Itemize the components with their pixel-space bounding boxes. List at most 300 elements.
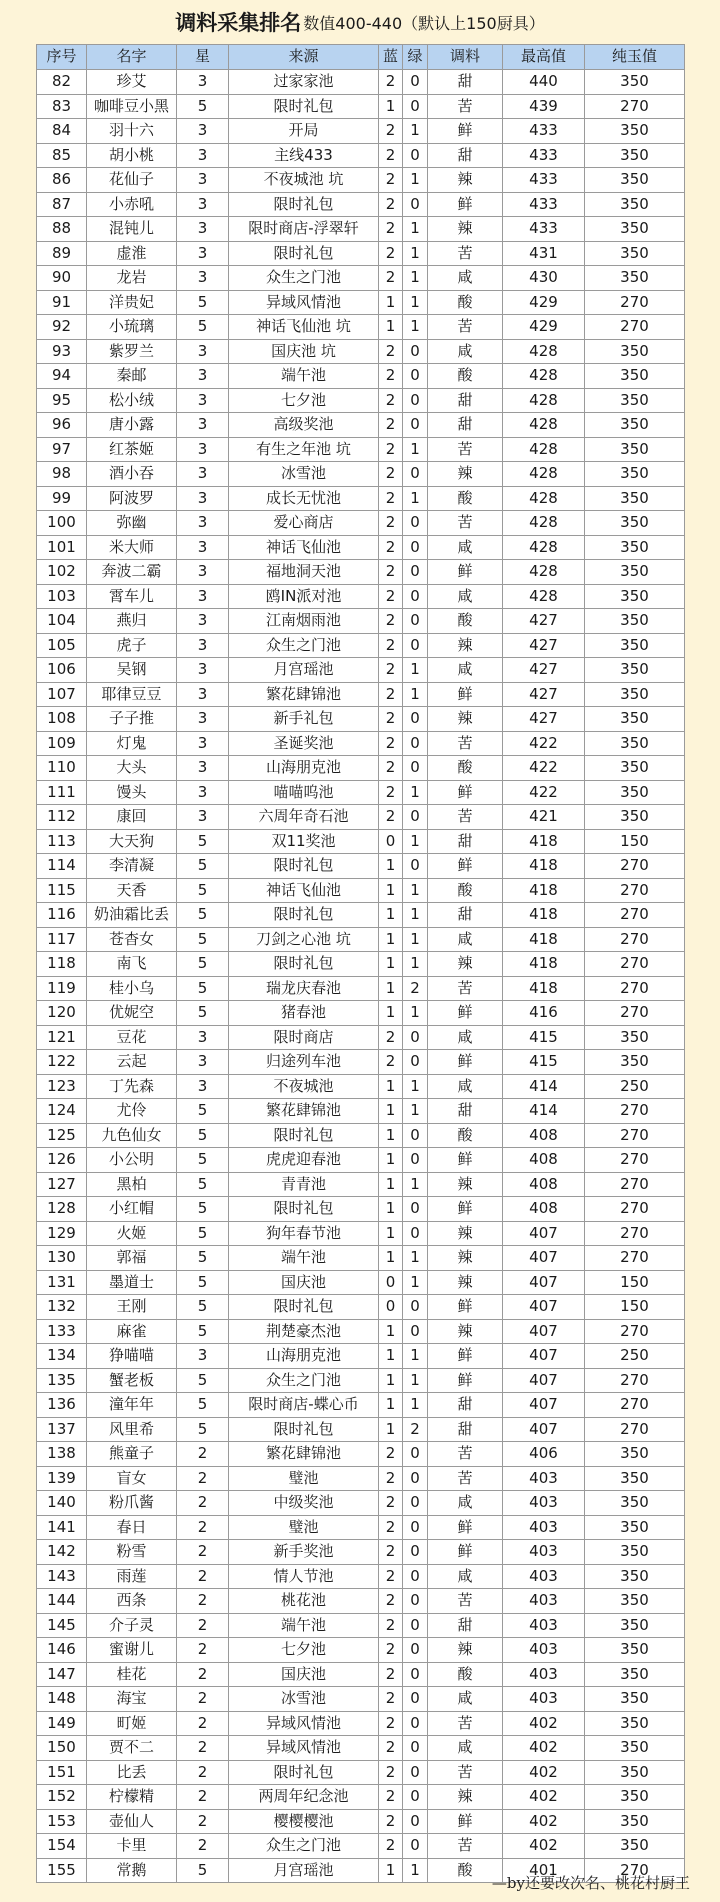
cell-blue: 2 (379, 364, 403, 389)
table-row (37, 952, 685, 977)
cell-name: 蜜谢儿 (87, 1638, 177, 1663)
cell-index: 155 (37, 1858, 87, 1883)
table-row (37, 1197, 685, 1222)
cell-max: 421 (503, 805, 585, 830)
cell-jade: 350 (585, 658, 685, 683)
cell-star: 3 (177, 1025, 229, 1050)
table-row (37, 658, 685, 683)
cell-seasoning: 鲜 (428, 1540, 503, 1565)
cell-green: 1 (403, 315, 428, 340)
cell-seasoning: 甜 (428, 70, 503, 95)
table-row (37, 290, 685, 315)
cell-max: 418 (503, 903, 585, 928)
cell-source: 国庆池 (229, 1662, 379, 1687)
cell-max: 401 (503, 1858, 585, 1883)
table-row (37, 94, 685, 119)
cell-name: 九色仙女 (87, 1123, 177, 1148)
cell-green: 0 (403, 1638, 428, 1663)
cell-green: 0 (403, 1491, 428, 1516)
cell-star: 3 (177, 511, 229, 536)
cell-index: 152 (37, 1785, 87, 1810)
cell-blue: 1 (379, 1123, 403, 1148)
cell-jade: 350 (585, 584, 685, 609)
table-row (37, 486, 685, 511)
table-row (37, 731, 685, 756)
cell-blue: 2 (379, 805, 403, 830)
cell-seasoning: 甜 (428, 388, 503, 413)
cell-blue: 1 (379, 1858, 403, 1883)
cell-green: 0 (403, 1050, 428, 1075)
cell-max: 403 (503, 1638, 585, 1663)
cell-green: 1 (403, 682, 428, 707)
table-row (37, 462, 685, 487)
cell-name: 柠檬精 (87, 1785, 177, 1810)
cell-seasoning: 苦 (428, 1589, 503, 1614)
cell-seasoning: 咸 (428, 658, 503, 683)
cell-jade: 250 (585, 1074, 685, 1099)
cell-blue: 2 (379, 217, 403, 242)
cell-source: 开局 (229, 119, 379, 144)
header-col-jade: 纯玉值 (585, 45, 685, 70)
cell-max: 428 (503, 535, 585, 560)
cell-seasoning: 苦 (428, 315, 503, 340)
cell-seasoning: 甜 (428, 903, 503, 928)
cell-index: 147 (37, 1662, 87, 1687)
cell-source: 璧池 (229, 1466, 379, 1491)
cell-max: 428 (503, 388, 585, 413)
cell-blue: 1 (379, 1393, 403, 1418)
cell-blue: 0 (379, 829, 403, 854)
cell-green: 0 (403, 731, 428, 756)
table-row (37, 609, 685, 634)
cell-jade: 350 (585, 780, 685, 805)
cell-index: 105 (37, 633, 87, 658)
cell-green: 0 (403, 633, 428, 658)
cell-blue: 2 (379, 339, 403, 364)
cell-blue: 2 (379, 756, 403, 781)
cell-star: 2 (177, 1491, 229, 1516)
cell-star: 3 (177, 119, 229, 144)
cell-max: 415 (503, 1025, 585, 1050)
table-row (37, 217, 685, 242)
cell-name: 紫罗兰 (87, 339, 177, 364)
cell-source: 限时礼包 (229, 1417, 379, 1442)
cell-green: 0 (403, 413, 428, 438)
cell-max: 428 (503, 511, 585, 536)
cell-max: 440 (503, 70, 585, 95)
cell-jade: 150 (585, 829, 685, 854)
cell-blue: 2 (379, 486, 403, 511)
cell-blue: 2 (379, 1785, 403, 1810)
cell-seasoning: 咸 (428, 1074, 503, 1099)
cell-seasoning: 鲜 (428, 1515, 503, 1540)
cell-seasoning: 咸 (428, 584, 503, 609)
cell-seasoning: 酸 (428, 364, 503, 389)
cell-name: 米大师 (87, 535, 177, 560)
cell-name: 粉雪 (87, 1540, 177, 1565)
cell-max: 407 (503, 1319, 585, 1344)
cell-jade: 350 (585, 1564, 685, 1589)
table-row (37, 878, 685, 903)
cell-index: 117 (37, 927, 87, 952)
cell-name: 阿波罗 (87, 486, 177, 511)
cell-jade: 350 (585, 413, 685, 438)
cell-jade: 350 (585, 1662, 685, 1687)
cell-index: 101 (37, 535, 87, 560)
cell-seasoning: 酸 (428, 486, 503, 511)
cell-max: 418 (503, 878, 585, 903)
cell-star: 2 (177, 1589, 229, 1614)
cell-index: 115 (37, 878, 87, 903)
cell-jade: 270 (585, 1221, 685, 1246)
cell-name: 红茶姬 (87, 437, 177, 462)
cell-blue: 1 (379, 1099, 403, 1124)
cell-max: 433 (503, 192, 585, 217)
cell-name: 盲女 (87, 1466, 177, 1491)
cell-name: 康回 (87, 805, 177, 830)
cell-jade: 270 (585, 1099, 685, 1124)
cell-max: 428 (503, 437, 585, 462)
cell-jade: 350 (585, 682, 685, 707)
cell-max: 403 (503, 1540, 585, 1565)
cell-source: 成长无忧池 (229, 486, 379, 511)
cell-name: 蟹老板 (87, 1368, 177, 1393)
cell-index: 96 (37, 413, 87, 438)
cell-seasoning: 酸 (428, 1858, 503, 1883)
cell-star: 3 (177, 780, 229, 805)
cell-name: 火姬 (87, 1221, 177, 1246)
cell-seasoning: 苦 (428, 731, 503, 756)
cell-max: 408 (503, 1148, 585, 1173)
cell-green: 0 (403, 388, 428, 413)
cell-name: 介子灵 (87, 1613, 177, 1638)
cell-name: 燕归 (87, 609, 177, 634)
table-row (37, 168, 685, 193)
cell-jade: 150 (585, 1270, 685, 1295)
cell-seasoning: 苦 (428, 511, 503, 536)
cell-seasoning: 辣 (428, 1319, 503, 1344)
cell-max: 407 (503, 1417, 585, 1442)
table-row (37, 1148, 685, 1173)
cell-green: 1 (403, 1172, 428, 1197)
cell-seasoning: 苦 (428, 241, 503, 266)
cell-index: 146 (37, 1638, 87, 1663)
cell-max: 418 (503, 854, 585, 879)
cell-name: 潼年年 (87, 1393, 177, 1418)
cell-jade: 350 (585, 266, 685, 291)
cell-max: 402 (503, 1834, 585, 1859)
table-row (37, 1368, 685, 1393)
cell-seasoning: 辣 (428, 1638, 503, 1663)
cell-green: 0 (403, 94, 428, 119)
cell-max: 422 (503, 780, 585, 805)
table-row (37, 388, 685, 413)
cell-green: 1 (403, 486, 428, 511)
cell-blue: 2 (379, 143, 403, 168)
cell-name: 丁先森 (87, 1074, 177, 1099)
cell-jade: 350 (585, 511, 685, 536)
cell-source: 繁花肆锦池 (229, 1099, 379, 1124)
cell-name: 虚淮 (87, 241, 177, 266)
cell-blue: 1 (379, 952, 403, 977)
table-row (37, 70, 685, 95)
table-row (37, 1295, 685, 1320)
cell-name: 天香 (87, 878, 177, 903)
cell-source: 七夕池 (229, 388, 379, 413)
cell-jade: 270 (585, 1148, 685, 1173)
cell-green: 1 (403, 1270, 428, 1295)
cell-index: 83 (37, 94, 87, 119)
cell-jade: 350 (585, 119, 685, 144)
cell-index: 88 (37, 217, 87, 242)
table-row (37, 1466, 685, 1491)
cell-blue: 2 (379, 780, 403, 805)
table-row (37, 1246, 685, 1271)
table-row (37, 1491, 685, 1516)
cell-name: 黑柏 (87, 1172, 177, 1197)
cell-blue: 1 (379, 290, 403, 315)
table-row (37, 1050, 685, 1075)
cell-name: 混钝儿 (87, 217, 177, 242)
cell-index: 123 (37, 1074, 87, 1099)
cell-star: 5 (177, 1148, 229, 1173)
table-row (37, 1760, 685, 1785)
cell-name: 唐小露 (87, 413, 177, 438)
cell-seasoning: 酸 (428, 878, 503, 903)
cell-index: 92 (37, 315, 87, 340)
cell-source: 璧池 (229, 1515, 379, 1540)
cell-index: 91 (37, 290, 87, 315)
cell-green: 1 (403, 266, 428, 291)
cell-index: 82 (37, 70, 87, 95)
cell-max: 414 (503, 1099, 585, 1124)
cell-blue: 1 (379, 1001, 403, 1026)
cell-jade: 350 (585, 486, 685, 511)
cell-green: 1 (403, 1099, 428, 1124)
cell-seasoning: 鲜 (428, 682, 503, 707)
author-credit: —by还要改次名、桃花村厨王 (491, 1874, 690, 1892)
cell-seasoning: 鲜 (428, 1001, 503, 1026)
cell-source: 繁花肆锦池 (229, 682, 379, 707)
cell-seasoning: 咸 (428, 1564, 503, 1589)
cell-index: 131 (37, 1270, 87, 1295)
cell-blue: 2 (379, 266, 403, 291)
cell-green: 0 (403, 70, 428, 95)
cell-green: 1 (403, 780, 428, 805)
cell-index: 134 (37, 1344, 87, 1369)
ranking-table (36, 44, 685, 1883)
cell-seasoning: 苦 (428, 805, 503, 830)
cell-name: 弥幽 (87, 511, 177, 536)
cell-source: 异域风情池 (229, 1711, 379, 1736)
cell-jade: 350 (585, 462, 685, 487)
cell-star: 5 (177, 315, 229, 340)
cell-seasoning: 鲜 (428, 1368, 503, 1393)
cell-green: 0 (403, 1711, 428, 1736)
cell-seasoning: 酸 (428, 1123, 503, 1148)
cell-green: 0 (403, 854, 428, 879)
cell-green: 1 (403, 927, 428, 952)
cell-star: 5 (177, 1858, 229, 1883)
cell-index: 153 (37, 1809, 87, 1834)
cell-blue: 1 (379, 1148, 403, 1173)
table-row (37, 560, 685, 585)
cell-green: 1 (403, 1858, 428, 1883)
table-row (37, 1564, 685, 1589)
cell-green: 1 (403, 168, 428, 193)
cell-blue: 1 (379, 878, 403, 903)
cell-jade: 270 (585, 1197, 685, 1222)
cell-jade: 350 (585, 1809, 685, 1834)
cell-blue: 2 (379, 1564, 403, 1589)
cell-index: 109 (37, 731, 87, 756)
cell-source: 限时礼包 (229, 854, 379, 879)
cell-max: 406 (503, 1442, 585, 1467)
cell-blue: 2 (379, 682, 403, 707)
cell-source: 喵喵呜池 (229, 780, 379, 805)
cell-index: 119 (37, 976, 87, 1001)
cell-green: 0 (403, 1442, 428, 1467)
cell-max: 414 (503, 1074, 585, 1099)
table-row (37, 1221, 685, 1246)
cell-star: 3 (177, 266, 229, 291)
cell-star: 2 (177, 1834, 229, 1859)
cell-star: 3 (177, 805, 229, 830)
cell-jade: 350 (585, 1050, 685, 1075)
table-row (37, 1687, 685, 1712)
cell-name: 花仙子 (87, 168, 177, 193)
cell-name: 灯鬼 (87, 731, 177, 756)
cell-seasoning: 苦 (428, 1442, 503, 1467)
cell-star: 2 (177, 1785, 229, 1810)
cell-source: 繁花肆锦池 (229, 1442, 379, 1467)
cell-jade: 270 (585, 1319, 685, 1344)
cell-index: 149 (37, 1711, 87, 1736)
cell-name: 优妮空 (87, 1001, 177, 1026)
cell-source: 国庆池 (229, 1270, 379, 1295)
cell-blue: 2 (379, 119, 403, 144)
cell-star: 5 (177, 1172, 229, 1197)
table-row (37, 1613, 685, 1638)
cell-index: 85 (37, 143, 87, 168)
cell-max: 407 (503, 1368, 585, 1393)
cell-source: 众生之门池 (229, 266, 379, 291)
cell-name: 咖啡豆小黑 (87, 94, 177, 119)
cell-blue: 2 (379, 1050, 403, 1075)
cell-name: 龙岩 (87, 266, 177, 291)
cell-name: 南飞 (87, 952, 177, 977)
cell-star: 3 (177, 1344, 229, 1369)
cell-blue: 2 (379, 1491, 403, 1516)
cell-seasoning: 苦 (428, 1760, 503, 1785)
cell-blue: 1 (379, 1344, 403, 1369)
cell-index: 137 (37, 1417, 87, 1442)
cell-max: 429 (503, 315, 585, 340)
cell-green: 0 (403, 143, 428, 168)
cell-green: 0 (403, 1197, 428, 1222)
cell-jade: 350 (585, 1025, 685, 1050)
cell-blue: 1 (379, 1368, 403, 1393)
cell-star: 2 (177, 1809, 229, 1834)
cell-name: 小赤吼 (87, 192, 177, 217)
table-row (37, 682, 685, 707)
table-row (37, 976, 685, 1001)
header-col-source: 来源 (229, 45, 379, 70)
cell-max: 408 (503, 1123, 585, 1148)
table-row (37, 927, 685, 952)
table-row (37, 584, 685, 609)
table-row (37, 1736, 685, 1761)
cell-seasoning: 辣 (428, 952, 503, 977)
table-row (37, 1123, 685, 1148)
cell-source: 新手奖池 (229, 1540, 379, 1565)
cell-max: 418 (503, 952, 585, 977)
cell-star: 5 (177, 1393, 229, 1418)
cell-star: 5 (177, 1099, 229, 1124)
table-row (37, 364, 685, 389)
cell-source: 爱心商店 (229, 511, 379, 536)
cell-green: 1 (403, 437, 428, 462)
cell-green: 2 (403, 976, 428, 1001)
cell-index: 98 (37, 462, 87, 487)
cell-source: 荆楚豪杰池 (229, 1319, 379, 1344)
cell-blue: 2 (379, 1711, 403, 1736)
cell-blue: 0 (379, 1270, 403, 1295)
cell-jade: 270 (585, 976, 685, 1001)
cell-source: 六周年奇石池 (229, 805, 379, 830)
cell-seasoning: 辣 (428, 633, 503, 658)
table-row (37, 241, 685, 266)
cell-source: 鸥IN派对池 (229, 584, 379, 609)
cell-source: 山海朋克池 (229, 1344, 379, 1369)
cell-seasoning: 鲜 (428, 1809, 503, 1834)
cell-star: 5 (177, 854, 229, 879)
cell-index: 125 (37, 1123, 87, 1148)
cell-green: 0 (403, 1564, 428, 1589)
cell-jade: 350 (585, 168, 685, 193)
table-row (37, 339, 685, 364)
table-row (37, 1319, 685, 1344)
cell-blue: 1 (379, 854, 403, 879)
cell-source: 七夕池 (229, 1638, 379, 1663)
cell-name: 海宝 (87, 1687, 177, 1712)
cell-blue: 2 (379, 560, 403, 585)
cell-source: 不夜城池 (229, 1074, 379, 1099)
cell-seasoning: 鲜 (428, 1148, 503, 1173)
table-row (37, 780, 685, 805)
cell-blue: 1 (379, 927, 403, 952)
cell-jade: 350 (585, 633, 685, 658)
cell-index: 141 (37, 1515, 87, 1540)
cell-star: 3 (177, 364, 229, 389)
cell-seasoning: 辣 (428, 168, 503, 193)
cell-seasoning: 苦 (428, 1834, 503, 1859)
cell-jade: 350 (585, 1785, 685, 1810)
cell-seasoning: 苦 (428, 976, 503, 1001)
cell-green: 0 (403, 584, 428, 609)
cell-green: 0 (403, 707, 428, 732)
cell-green: 0 (403, 609, 428, 634)
cell-green: 0 (403, 1760, 428, 1785)
cell-blue: 2 (379, 609, 403, 634)
cell-max: 427 (503, 658, 585, 683)
cell-star: 3 (177, 413, 229, 438)
cell-seasoning: 甜 (428, 1393, 503, 1418)
cell-jade: 270 (585, 903, 685, 928)
cell-name: 春日 (87, 1515, 177, 1540)
table-row (37, 1638, 685, 1663)
cell-blue: 1 (379, 1319, 403, 1344)
